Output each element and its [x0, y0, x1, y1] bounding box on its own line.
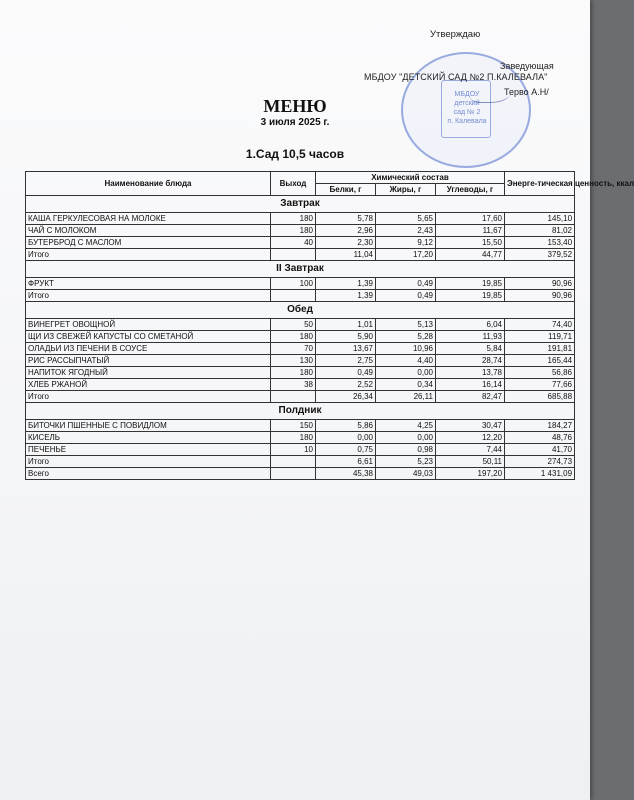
cell-carbs: 11,93 [436, 331, 505, 343]
cell-carbs: 5,84 [436, 343, 505, 355]
cell-carbs: 19,85 [436, 290, 505, 302]
cell-fat: 0,49 [376, 278, 436, 290]
section-name: Завтрак [26, 196, 575, 213]
cell-protein: 5,86 [316, 420, 376, 432]
total-row [26, 456, 575, 468]
cell-output: 50 [271, 319, 316, 331]
cell-fat: 0,00 [376, 432, 436, 444]
cell-dish: ВИНЕГРЕТ ОВОЩНОЙ [26, 319, 271, 331]
header-fat: Жиры, г [376, 184, 436, 196]
cell-dish: Итого [26, 249, 271, 261]
cell-energy: 56,86 [505, 367, 575, 379]
cell-carbs: 197,20 [436, 468, 505, 480]
cell-protein: 5,90 [316, 331, 376, 343]
cell-energy: 685,88 [505, 391, 575, 403]
cell-carbs: 17,60 [436, 213, 505, 225]
cell-output: 180 [271, 225, 316, 237]
header-dish: Наименование блюда [26, 172, 271, 196]
cell-dish: РИС РАССЫПЧАТЫЙ [26, 355, 271, 367]
cell-fat: 49,03 [376, 468, 436, 480]
cell-carbs: 16,14 [436, 379, 505, 391]
cell-dish: ЧАЙ С МОЛОКОМ [26, 225, 271, 237]
cell-output: 180 [271, 331, 316, 343]
cell-energy: 165,44 [505, 355, 575, 367]
cell-protein: 1,39 [316, 278, 376, 290]
cell-dish: ПЕЧЕНЬЕ [26, 444, 271, 456]
cell-energy: 191,81 [505, 343, 575, 355]
cell-carbs: 28,74 [436, 355, 505, 367]
cell-protein: 2,30 [316, 237, 376, 249]
cell-output: 150 [271, 420, 316, 432]
cell-protein: 1,39 [316, 290, 376, 302]
menu-body [26, 196, 575, 480]
table-row [26, 237, 575, 249]
cell-energy: 145,10 [505, 213, 575, 225]
table-row [26, 213, 575, 225]
cell-carbs: 7,44 [436, 444, 505, 456]
cell-protein: 11,04 [316, 249, 376, 261]
table-row [26, 355, 575, 367]
org-name: МБДОУ "ДЕТСКИЙ САД №2 П.КАЛЕВАЛА" [364, 72, 548, 82]
total-row [26, 249, 575, 261]
cell-fat: 5,28 [376, 331, 436, 343]
cell-energy: 153,40 [505, 237, 575, 249]
total-row [26, 391, 575, 403]
cell-dish: Итого [26, 391, 271, 403]
cell-energy: 48,76 [505, 432, 575, 444]
cell-fat: 4,25 [376, 420, 436, 432]
cell-carbs: 30,47 [436, 420, 505, 432]
cell-protein: 0,00 [316, 432, 376, 444]
cell-output: 180 [271, 367, 316, 379]
header-carbs: Углеводы, г [436, 184, 505, 196]
cell-protein: 6,61 [316, 456, 376, 468]
cell-energy: 119,71 [505, 331, 575, 343]
cell-fat: 17,20 [376, 249, 436, 261]
section-name: Обед [26, 302, 575, 319]
cell-protein: 5,78 [316, 213, 376, 225]
table-row [26, 331, 575, 343]
table-row [26, 319, 575, 331]
cell-carbs: 11,67 [436, 225, 505, 237]
cell-energy: 90,96 [505, 278, 575, 290]
cell-carbs: 44,77 [436, 249, 505, 261]
header-chem: Химический состав [316, 172, 505, 184]
cell-fat: 2,43 [376, 225, 436, 237]
cell-energy: 81,02 [505, 225, 575, 237]
table-row [26, 432, 575, 444]
cell-energy: 379,52 [505, 249, 575, 261]
cell-energy: 90,96 [505, 290, 575, 302]
header-output: Выход [271, 172, 316, 196]
section-header-row [26, 302, 575, 319]
cell-output: 10 [271, 444, 316, 456]
header-energy: Энерге-тическая ценность, ккал [505, 172, 575, 196]
cell-output: 38 [271, 379, 316, 391]
cell-protein: 0,49 [316, 367, 376, 379]
total-row [26, 290, 575, 302]
cell-dish: КИСЕЛЬ [26, 432, 271, 444]
stamp-text: МБДОУ детский сад № 2 п. Калевала [447, 91, 487, 125]
cell-dish: КАША ГЕРКУЛЕСОВАЯ НА МОЛОКЕ [26, 213, 271, 225]
grand-total-row [26, 468, 575, 480]
cell-fat: 4,40 [376, 355, 436, 367]
document-date: 3 июля 2025 г. [260, 117, 330, 128]
section-name: Полдник [26, 403, 575, 420]
cell-dish: НАПИТОК ЯГОДНЫЙ [26, 367, 271, 379]
cell-carbs: 50,11 [436, 456, 505, 468]
empty-cell [271, 290, 316, 302]
table-row [26, 379, 575, 391]
head-title: Заведующая [500, 61, 554, 71]
empty-cell [271, 249, 316, 261]
cell-protein: 1,01 [316, 319, 376, 331]
document-title: МЕНЮ [263, 96, 327, 116]
cell-output: 40 [271, 237, 316, 249]
empty-cell [271, 456, 316, 468]
cell-dish: ФРУКТ [26, 278, 271, 290]
cell-protein: 13,67 [316, 343, 376, 355]
cell-energy: 184,27 [505, 420, 575, 432]
table-row [26, 225, 575, 237]
cell-dish: ХЛЕБ РЖАНОЙ [26, 379, 271, 391]
empty-cell [271, 391, 316, 403]
cell-fat: 5,23 [376, 456, 436, 468]
cell-dish: Итого [26, 290, 271, 302]
cell-protein: 45,38 [316, 468, 376, 480]
cell-fat: 5,13 [376, 319, 436, 331]
cell-fat: 0,34 [376, 379, 436, 391]
cell-protein: 26,34 [316, 391, 376, 403]
table-row [26, 420, 575, 432]
cell-energy: 74,40 [505, 319, 575, 331]
cell-protein: 2,52 [316, 379, 376, 391]
cell-dish: БИТОЧКИ ПШЕННЫЕ С ПОВИДЛОМ [26, 420, 271, 432]
table-row [26, 278, 575, 290]
approve-label: Утверждаю [430, 29, 481, 40]
cell-carbs: 19,85 [436, 278, 505, 290]
menu-table [25, 171, 634, 480]
cell-output: 180 [271, 432, 316, 444]
section-header-row [26, 261, 575, 278]
cell-carbs: 6,04 [436, 319, 505, 331]
cell-carbs: 15,50 [436, 237, 505, 249]
cell-output: 180 [271, 213, 316, 225]
table-row [26, 444, 575, 456]
cell-energy: 77,66 [505, 379, 575, 391]
cell-fat: 26,11 [376, 391, 436, 403]
cell-dish: Всего [26, 468, 271, 480]
cell-carbs: 13,78 [436, 367, 505, 379]
cell-dish: ЩИ ИЗ СВЕЖЕЙ КАПУСТЫ СО СМЕТАНОЙ [26, 331, 271, 343]
section-name: II Завтрак [26, 261, 575, 278]
section-header-row [26, 403, 575, 420]
cell-output: 70 [271, 343, 316, 355]
cell-fat: 9,12 [376, 237, 436, 249]
document-subtitle: 1.Сад 10,5 часов [245, 147, 345, 161]
cell-protein: 2,96 [316, 225, 376, 237]
cell-energy: 41,70 [505, 444, 575, 456]
cell-fat: 0,98 [376, 444, 436, 456]
cell-dish: БУТЕРБРОД С МАСЛОМ [26, 237, 271, 249]
cell-protein: 2,75 [316, 355, 376, 367]
empty-cell [271, 468, 316, 480]
cell-energy: 1 431,09 [505, 468, 575, 480]
cell-fat: 0,49 [376, 290, 436, 302]
table-row [26, 343, 575, 355]
cell-carbs: 82,47 [436, 391, 505, 403]
cell-fat: 0,00 [376, 367, 436, 379]
cell-output: 130 [271, 355, 316, 367]
cell-fat: 5,65 [376, 213, 436, 225]
cell-output: 100 [271, 278, 316, 290]
cell-fat: 10,96 [376, 343, 436, 355]
cell-carbs: 12,20 [436, 432, 505, 444]
section-header-row [26, 196, 575, 213]
header-protein: Белки, г [316, 184, 376, 196]
head-name: Терво А.Н/ [504, 87, 549, 97]
table-row [26, 367, 575, 379]
cell-dish: Итого [26, 456, 271, 468]
cell-dish: ОЛАДЬИ ИЗ ПЕЧЕНИ В СОУСЕ [26, 343, 271, 355]
cell-protein: 0,75 [316, 444, 376, 456]
cell-energy: 274,73 [505, 456, 575, 468]
